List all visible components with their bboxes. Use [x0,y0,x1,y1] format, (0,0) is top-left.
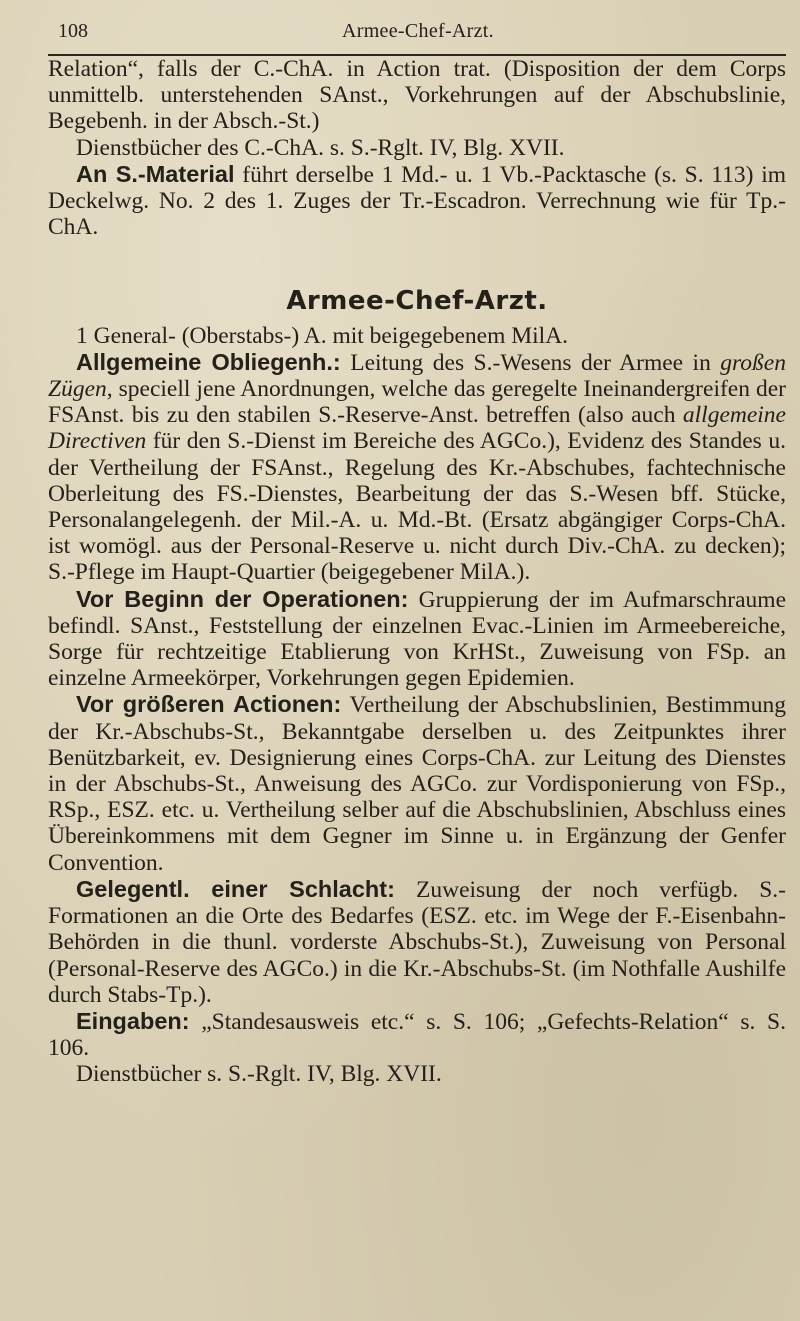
intro-paragraph-3 [48,161,786,241]
allgemeine-paragraph: Allgemeine Obliegenh.: Leitung des S.-Wesens der Armee in großen Zügen, speciell jene Anordnungen, welche das geregelte Ineinandergreifen der FSAnst. bis zu den stabilen S.-Reserve-Anst. betreffen (also auch allgemeine Directiven für den S.-Dienst im Bereiche des AGCo.), Evidenz des Standes u. der Vertheilung der FSAnst., Regelung des Kr.-Abschubes, fachtechnische Oberleitung des FS.-Dienstes, Bearbeitung der das S.-Wesen bff. Stücke, Personalangelegenh. der Mil.-A. u. Md.-Bt. (Ersatz abgängiger Corps-ChA. ist womögl. aus der Personal-Reserve u. nicht durch Div.-ChA. zu decken); S.-Pflege im Haupt-Quartier (beigegebener MilA.). [48,348,786,586]
eingaben-lead: Eingaben: [76,1007,190,1034]
gelegentl-lead: Gelegentl. einer Schlacht: [76,875,395,902]
page-number: 108 [58,20,88,42]
gelegentl-paragraph: Gelegentl. einer Schlacht: Zuweisung der noch verfügb. S.-Formationen an die Orte des Bedarfes (ESZ. etc. im Wege der F.-Eisenbahn-Behörden in die thunl. vorderste Abschubs-St.), Zuweisung von Personal (Personal-Reserve des AGCo.) in die Kr.-Abschubs-St. (im Nothfalle Aushilfe durch Stabs-Tp.). [48,875,786,1008]
allgemeine-lead: Allgemeine Obliegenh.: [76,348,341,375]
section-heading: Armee-Chef-Arzt. [286,286,548,317]
book-page [48,0,786,1321]
staff-line: 1 General- (Oberstabs-) A. mit beigegebenem MilA. [76,322,569,349]
vor-beginn-lead: Vor Beginn der Operationen: [76,585,409,612]
eingaben-paragraph: Eingaben: „Standesausweis etc.“ s. S. 106; „Gefechts-Relation“ s. S. 106. [48,1007,786,1062]
intro-paragraph-1: Relation“, falls der C.-ChA. in Action trat. (Disposition der dem Corps unmittelb. unterstehenden SAnst., Vorkehrungen auf der Abschubslinie, Begebenh. in der Absch.-St.) [48,56,786,135]
page-header [48,20,786,56]
running-title: Armee-Chef-Arzt. [342,20,494,42]
intro-paragraph-2: Dienstbücher des C.-ChA. s. S.-Rglt. IV, Blg. XVII. [76,134,565,161]
vor-groesseren-lead: Vor größeren Actionen: [76,691,342,718]
material-text: führt derselbe 1 Md.- u. 1 Vb.-Packtasche (s. S. 113) im Deckelwg. No. 2 des 1. Zuges der Tr.-Escadron. Verrechnung wie für Tp.-ChA. [48,161,787,241]
vor-beginn-paragraph: Vor Beginn der Operationen: Gruppierung der im Aufmarschraume befindl. SAnst., Feststellung der einzelnen Evac.-Linien im Armeebereiche, Sorge für rechtzeitige Etablierung von KrHSt., Zuweisung von FSp. an einzelne Armeekörper, Vorkehrungen gegen Epidemien. [48,585,786,692]
vor-groesseren-paragraph: Vor größeren Actionen: Vertheilung der Abschubslinien, Bestimmung der Kr.-Abschubs-St., Bekanntgabe derselben u. des Zeitpunktes ihrer Benützbarkeit, ev. Designierung eines Corps-ChA. zur Leitung des Dienstes in der Abschubs-St., Anweisung des AGCo. zur Vordisponierung von FSp., RSp., ESZ. etc. u. Vertheilung selber auf die Abschubslinien, Abschluss eines Übereinkommens mit dem Gegner im Sinne u. in Ergänzung der Genfer Convention. [48,691,786,876]
page-body [48,56,786,1088]
dienstbuecher-line: Dienstbücher s. S.-Rglt. IV, Blg. XVII. [76,1061,442,1088]
material-lead: An S.-Material [76,160,235,187]
